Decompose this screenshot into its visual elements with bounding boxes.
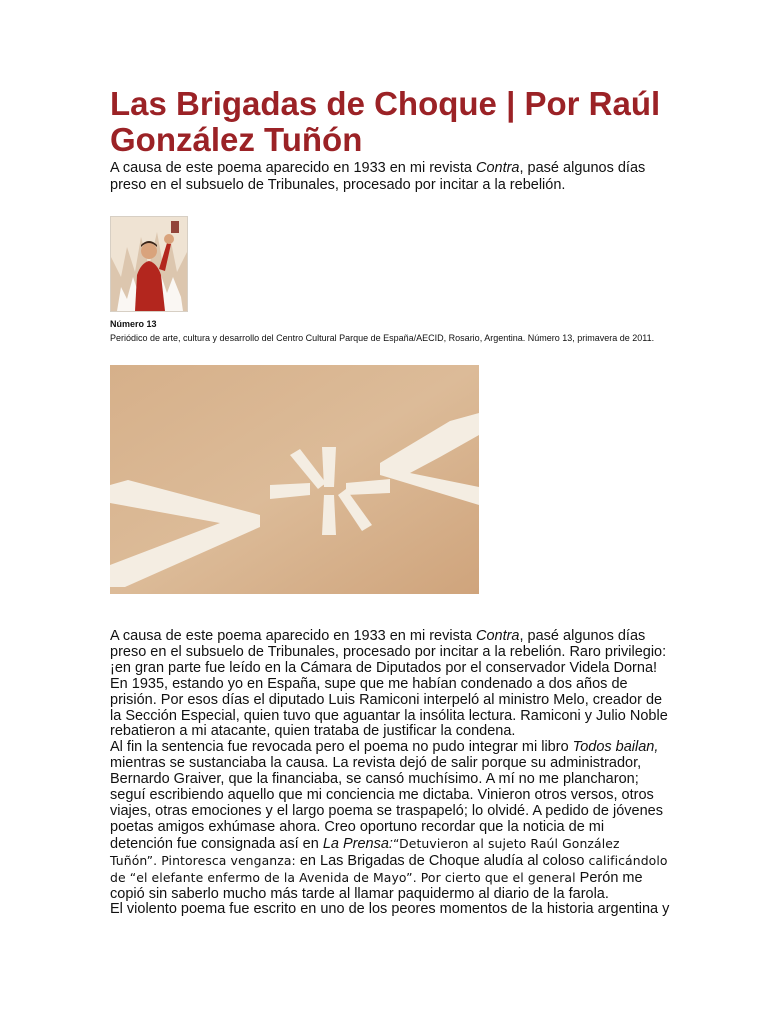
body-quote-1: “Detuvieron al sujeto Raúl González Tuñón”. Pintoresca venganza: [110,835,620,868]
body-book-title: Todos bailan, [572,739,659,756]
intro-text-end: , pasé algunos días preso en el subsuelo de Tribunales, procesado por incitar a la rebelión. [110,160,646,193]
body-magazine-name: Contra [475,628,520,644]
body-p1-end: , pasé algunos días preso en el subsuelo de Tribunales, procesado por incitar a la rebelión. Raro privilegio: ¡en gran parte fue leído en la Cámara de Diputados por el conservador Videla Dorna! En 1935, estando yo en España, supe que me habían condenado a dos años de prisión. Por esos días el diputado Luis Ramiconi interpeló al ministro Melo, creador de la Sección Especial, quien tuvo que aguantar la insólita lectura. Ramiconi y Julio Noble rebatieron a mi atacante, quien trataba de justificar la condena. [110,628,668,740]
body-p1-start: A causa de este poema aparecido en 1933 en mi revista [110,628,476,644]
body-p2-brigadas: en Las Brigadas de Choque aludía al coloso [295,852,589,869]
body-p2-end: Perón me copió sin saberlo mucho más tarde al llamar paquidermo al diario de la farola. [110,869,643,902]
body-quote-2: calificándolo de “el elefante enfermo de la Avenida de Mayo”. Por cierto que el general [110,852,668,885]
caption-text: Periódico de arte, cultura y desarrollo del Centro Cultural Parque de España/AECID, Rosario, Argentina. Número 13, primavera de 2011. [110,333,655,343]
body-paragraph-2 [110,740,670,902]
body-p2-middle: mientras se sustanciaba la causa. La revista dejó de salir porque su administrador, Bernardo Graiver, que la financiaba, se cansó muchísimo. A mí no me plancharon; seguí escribiendo aquello que mi conciencia me dictaba. Vinieron otros versos, otros viajes, otras emociones y el largo poema se traspapeló; lo olvidé. A pedido de jóvenes poetas amigos exhúmase ahora. Creo oportuno recordar que la noticia de mi detención fue consignada así en [110,755,663,852]
caption-title: Número 13 [110,319,157,329]
magazine-cover-image [110,216,188,312]
body-paragraph-1 [110,629,670,740]
body-p2-start: Al fin la sentencia fue revocada pero el poema no pudo integrar mi libro [110,739,573,756]
body-newspaper-name: La Prensa: [322,835,393,852]
body-paragraph-3: El violento poema fue escrito en uno de los peores momentos de la historia argentina y [110,901,670,918]
article-body [110,629,670,918]
intro-paragraph [110,160,670,194]
intro-magazine-name: Contra [475,160,520,176]
intro-text-start: A causa de este poema aparecido en 1933 en mi revista [110,160,476,176]
revolutionary-poster-icon [111,217,187,311]
arrows-asterisk-graphic [110,365,479,594]
article-title: Las Brigadas de Choque | Por Raúl González Tuñón [110,85,661,158]
arrows-photo [110,365,479,594]
